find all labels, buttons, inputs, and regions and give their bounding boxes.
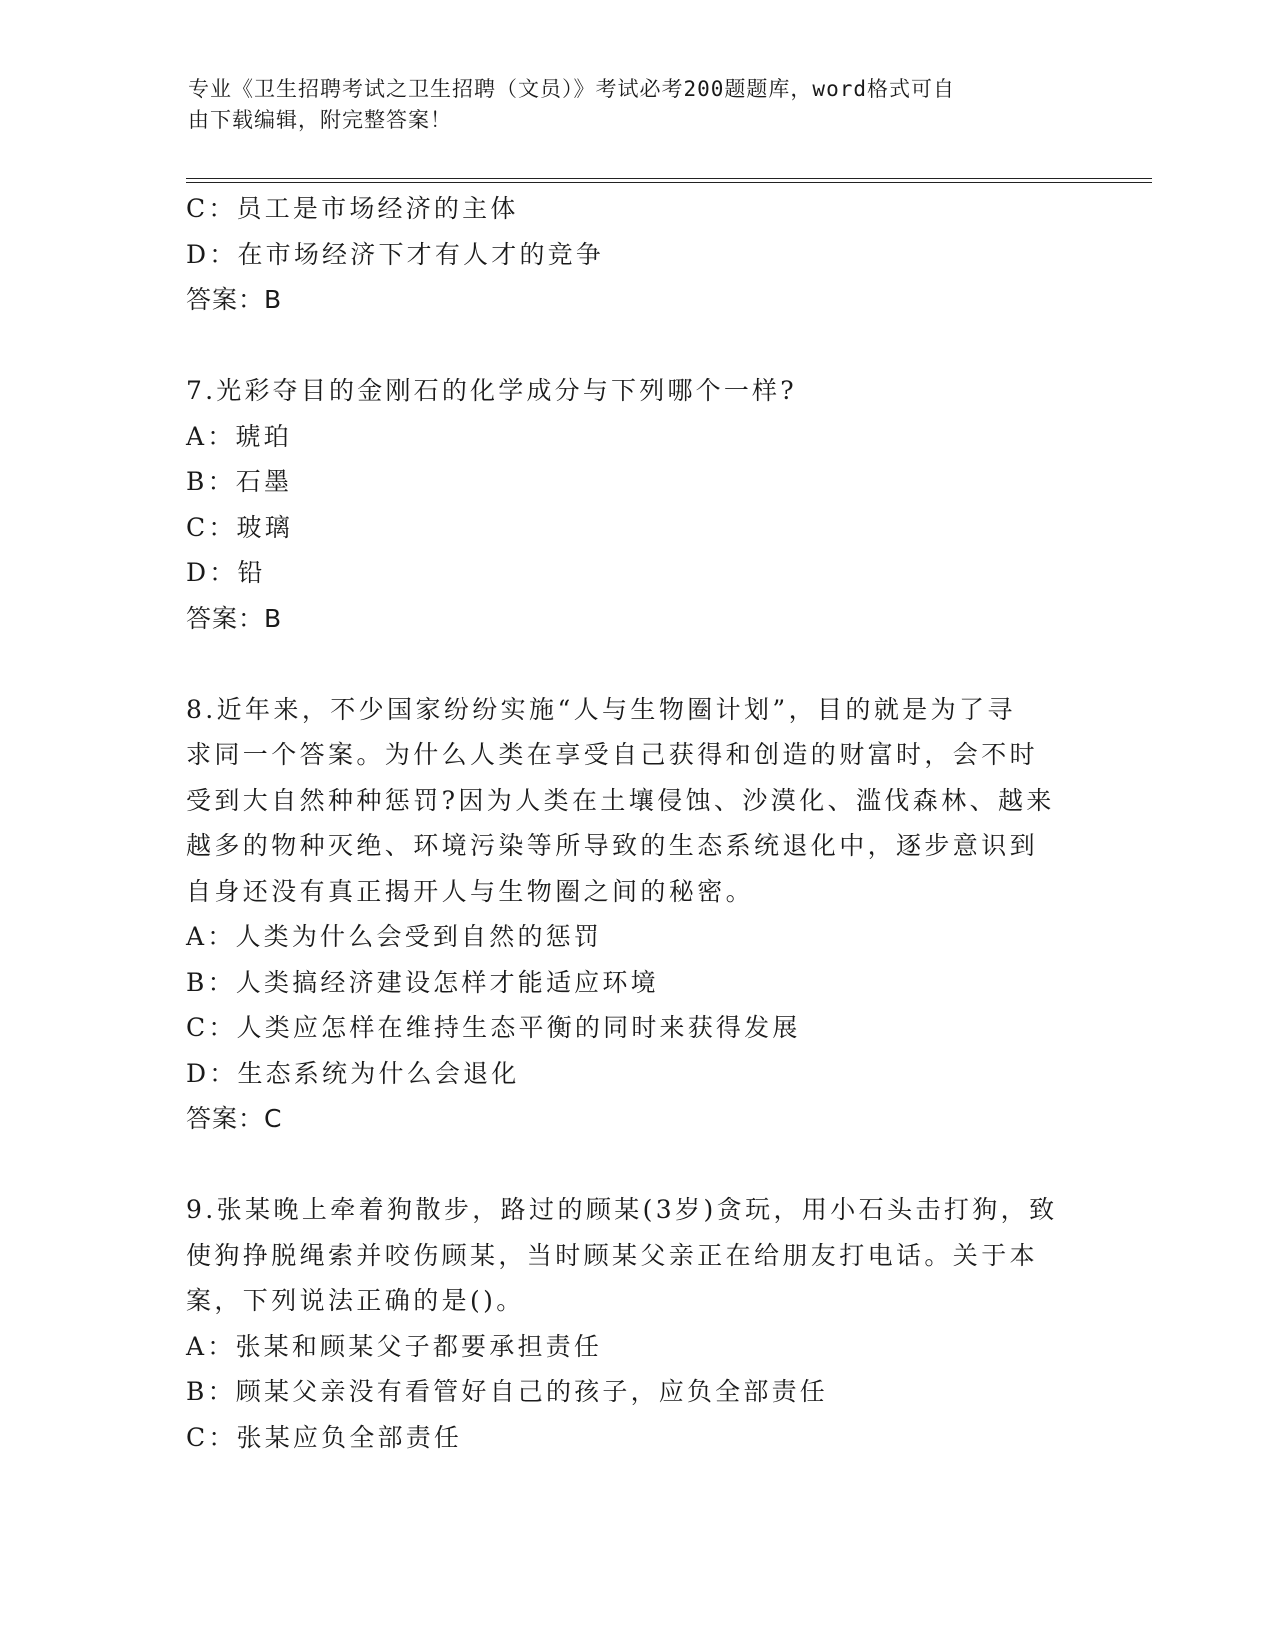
q7-question: 7.光彩夺目的金刚石的化学成分与下列哪个一样? [186,376,797,405]
q7-option-a: A：琥珀 [186,421,292,451]
question-6-tail [186,186,1086,323]
q8-question [186,687,1086,915]
q9-question-line: 9.张某晚上牵着狗散步，路过的顾某(3岁)贪玩，用小石头击打狗，致 [186,1195,1058,1224]
q8-question-line: 受到大自然种种惩罚?因为人类在土壤侵蚀、沙漠化、滥伐森林、越来 [186,785,1055,815]
q7-option-d: D：铅 [186,558,266,587]
question-7 [186,368,1086,641]
q8-question-line: 8.近年来，不少国家纷纷实施“人与生物圈计划”，目的就是为了寻 [186,694,1016,724]
spacer [186,323,1086,369]
q8-option-a: A：人类为什么会受到自然的惩罚 [186,922,603,951]
header-line-2: 由下载编辑，附完整答案！ [188,108,452,132]
header-divider-top [186,178,1152,179]
q8-option-b: B：人类搞经济建设怎样才能适应环境 [186,967,659,997]
q8-question-line: 越多的物种灭绝、环境污染等所导致的生态系统退化中，逐步意识到 [186,831,1039,860]
q9-option-b: B：顾某父亲没有看管好自己的孩子，应负全部责任 [186,1377,828,1406]
q6-answer: 答案：B [186,285,283,314]
q7-answer: 答案：B [186,603,283,633]
q8-option-d: D：生态系统为什么会退化 [186,1058,520,1088]
q8-question-line: 自身还没有真正揭开人与生物圈之间的秘密。 [186,876,755,906]
q6-option-c: C：员工是市场经济的主体 [186,194,519,223]
spacer [186,1142,1086,1188]
document-header [188,74,1068,136]
header-divider-bottom [186,182,1152,183]
spacer [186,641,1086,687]
q8-question-line: 求同一个答案。为什么人类在享受自己获得和创造的财富时，会不时 [186,740,1039,769]
q9-question-line: 案，下列说法正确的是()。 [186,1286,525,1315]
q8-answer: 答案：C [186,1104,283,1133]
q9-question [186,1187,1086,1324]
q9-question-line: 使狗挣脱绳索并咬伤顾某，当时顾某父亲正在给朋友打电话。关于本 [186,1240,1039,1270]
q7-option-c: C：玻璃 [186,512,293,542]
question-9 [186,1187,1086,1460]
q6-option-d: D：在市场经济下才有人才的竞争 [186,239,605,269]
q7-option-b: B：石墨 [186,467,293,496]
question-8 [186,687,1086,1142]
q8-option-c: C：人类应怎样在维持生态平衡的同时来获得发展 [186,1013,801,1042]
q9-option-a: A：张某和顾某父子都要承担责任 [186,1331,603,1361]
q9-option-c: C：张某应负全部责任 [186,1422,463,1452]
document-body [186,186,1086,1460]
header-line-1: 专业《卫生招聘考试之卫生招聘（文员）》考试必考200题题库，word格式可自 [188,77,955,101]
